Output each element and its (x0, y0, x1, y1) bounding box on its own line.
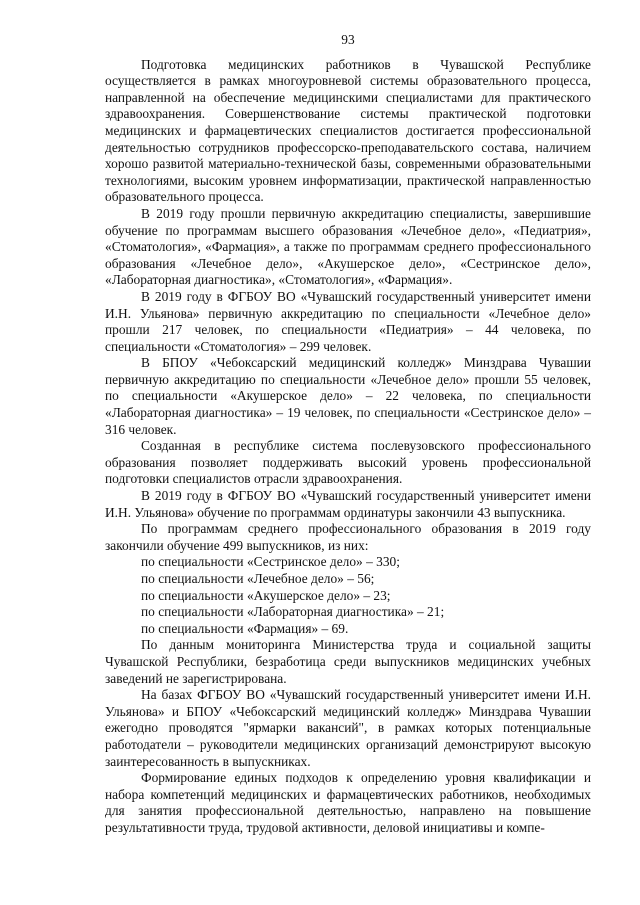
page-number: 93 (341, 32, 355, 47)
paragraph: На базах ФГБОУ ВО «Чувашский государственный университет имени И.Н. Ульянова» и БПОУ «Чебоксарский медицинский колледж» Минздрава Чувашии ежегодно проводятся "ярмарки вакансий", в рамках которых потенциальные работодатели – руководители медицинских организаций демонстрируют высокую заинтересованность в выпускниках. (105, 687, 591, 769)
list-item: по специальности «Лечебное дело» – 56; (141, 571, 375, 586)
paragraph: По данным мониторинга Министерства труда и социальной защиты Чувашской Республики, безработица среди выпускников медицинских учебных заведений не зарегистрирована. (105, 637, 591, 686)
paragraph: По программам среднего профессионального образования в 2019 году закончили обучение 499 выпускников, из них: (105, 521, 591, 553)
paragraph: В БПОУ «Чебоксарский медицинский колледж» Минздрава Чувашии первичную аккредитацию по специальности «Лечебное дело» прошли 55 человек, по специальности «Акушерское дело» – 22 человека, по специальности «Лабораторная диагностика» – 19 человек, по специальности «Сестринское дело» – 316 человек. (105, 355, 591, 437)
list-item: по специальности «Лабораторная диагностика» – 21; (141, 604, 445, 620)
paragraph: В 2019 году прошли первичную аккредитацию специалисты, завершившие обучение по программам высшего образования «Лечебное дело», «Педиатрия», «Стоматология», «Фармация», а также по программам среднего профессионального образования «Лечебное дело», «Акушерское дело», «Сестринское дело», «Лабораторная диагностика», «Стоматология», «Фармация». (105, 205, 591, 288)
paragraph: Подготовка медицинских работников в Чувашской Республике осуществляется в рамках многоуровневой системы образовательного процесса, направленной на обеспечение медицинскими специалистами для практического здравоохранения. Совершенствование системы практической подготовки медицинских и фармацевтических специалистов достигается профессиональной деятельностью сотрудников профессорско-преподавательского состава, наличием хорошо развитой материально-технической базы, современными образовательными технологиями, высоким уровнем информатизации, практической направленностью образовательного процесса. (105, 56, 591, 205)
paragraph: Созданная в республике система послевузовского профессионального образования позволяет поддерживать высокий уровень профессиональной подготовки специалистов отрасли здравоохранения. (105, 438, 591, 487)
paragraph: В 2019 году в ФГБОУ ВО «Чувашский государственный университет имени И.Н. Ульянова» обучение по программам ординатуры закончили 43 выпускника. (105, 488, 591, 520)
list-item: по специальности «Фармация» – 69. (141, 620, 349, 636)
paragraph: В 2019 году в ФГБОУ ВО «Чувашский государственный университет имени И.Н. Ульянова» первичную аккредитацию по специальности «Лечебное дело» прошли 217 человек, по специальности «Педиатрия» – 44 человека, по специальности «Стоматология» – 299 человек. (105, 288, 591, 354)
specialty-list (105, 554, 591, 637)
list-item: по специальности «Акушерское дело» – 23; (141, 587, 391, 603)
list-item: по специальности «Сестринское дело» – 330; (141, 554, 400, 570)
paragraph: Формирование единых подходов к определению уровня квалификации и набора компетенций медицинских и фармацевтических работников, необходимых для занятия профессиональной деятельностью, направлено на повышение результативности труда, трудовой активности, деловой инициативы и компе- (105, 770, 591, 835)
